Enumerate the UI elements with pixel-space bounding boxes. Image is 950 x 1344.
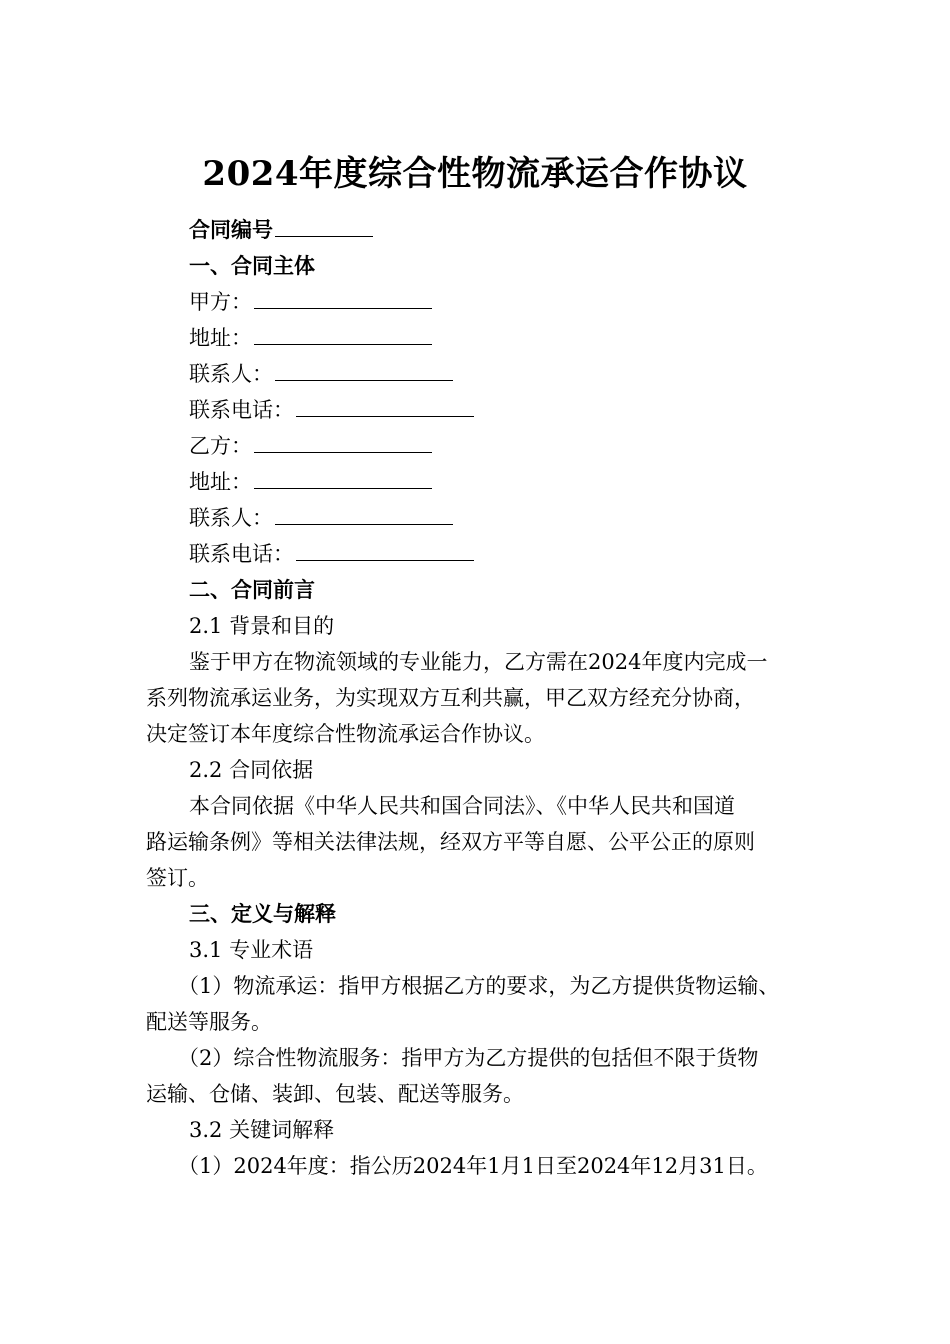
paragraph-line: 系列物流承运业务，为实现双方互利共赢，甲乙双方经充分协商， [146,686,755,710]
party-a-contact-row [189,359,869,389]
section-1-heading: 一、合同主体 [189,253,315,278]
contract-number-blank[interactable] [275,218,373,237]
party-a-contact-label: 联系人： [189,362,273,386]
paragraph-line: 决定签订本年度综合性物流承运合作协议。 [146,722,545,746]
term-item-line: 配送等服务。 [146,1010,272,1034]
party-b-contact-label: 联系人： [189,506,273,530]
party-a-phone-blank[interactable] [296,398,474,417]
term-item-line: （2）综合性物流服务：指甲方为乙方提供的包括但不限于货物 [178,1046,759,1070]
party-b-phone-row [189,539,869,569]
party-a-phone-label: 联系电话： [189,398,294,422]
paragraph-line: 本合同依据《中华人民共和国合同法》、《中华人民共和国道 [189,794,735,818]
party-a-contact-blank[interactable] [275,362,453,381]
party-a-name-row [189,287,869,317]
party-a-name-blank[interactable] [254,290,432,309]
party-a-phone-row [189,395,869,425]
paragraph-line: 鉴于甲方在物流领域的专业能力，乙方需在2024年度内完成一 [189,650,768,674]
keyword-item-line: （1）2024年度：指公历2024年1月1日至2024年12月31日。 [178,1154,768,1178]
party-b-contact-blank[interactable] [275,506,453,525]
paragraph-line: 签订。 [146,866,209,890]
party-b-address-label: 地址： [189,470,252,494]
party-b-name-label: 乙方： [189,434,252,458]
party-a-address-blank[interactable] [254,326,432,345]
paragraph-line: 路运输条例》等相关法律法规，经双方平等自愿、公平公正的原则 [146,830,755,854]
section-2-2-heading: 2.2 合同依据 [189,758,314,782]
term-item-line: 运输、仓储、装卸、包装、配送等服务。 [146,1082,524,1106]
party-b-name-blank[interactable] [254,434,432,453]
party-a-address-label: 地址： [189,326,252,350]
party-b-address-row [189,467,869,497]
term-item-line: （1）物流承运：指甲方根据乙方的要求，为乙方提供货物运输、 [178,974,780,998]
party-b-phone-label: 联系电话： [189,542,294,566]
party-b-contact-row [189,503,869,533]
section-2-heading: 二、合同前言 [189,577,315,602]
party-a-name-label: 甲方： [189,290,252,314]
section-3-heading: 三、定义与解释 [189,901,336,926]
party-b-name-row [189,431,869,461]
party-b-phone-blank[interactable] [296,542,474,561]
contract-number-label: 合同编号 [189,217,273,242]
section-3-1-heading: 3.1 专业术语 [189,938,314,962]
party-b-address-blank[interactable] [254,470,432,489]
party-a-address-row [189,323,869,353]
section-3-2-heading: 3.2 关键词解释 [189,1118,335,1142]
document-title: 2024年度综合性物流承运合作协议 [202,154,748,194]
section-2-1-heading: 2.1 背景和目的 [189,614,335,638]
contract-number-row [189,215,869,245]
